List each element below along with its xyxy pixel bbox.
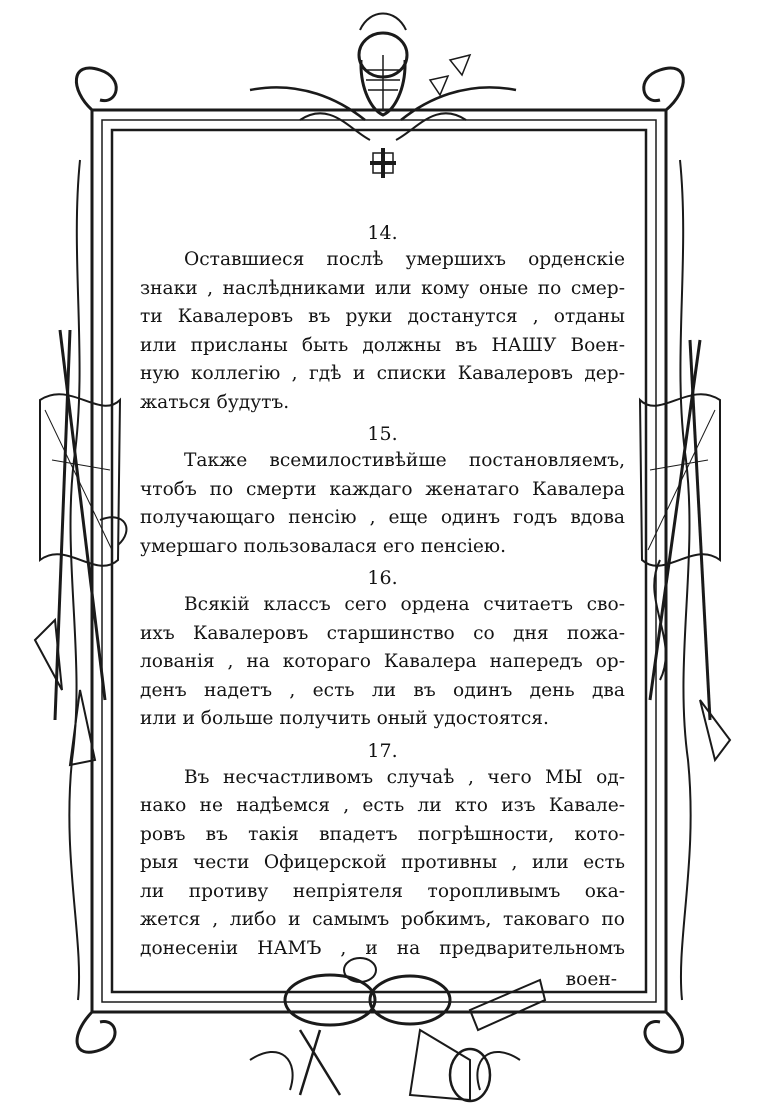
- text-line: Также всемилостивѣйше постановляемъ,: [184, 450, 625, 471]
- article-number: 14.: [367, 222, 398, 244]
- text-line: жется , либо и самымъ робкимъ, таковаго по: [140, 909, 625, 930]
- article-number: 15.: [367, 423, 398, 445]
- text-line: денъ надетъ , есть ли въ одинъ день два: [140, 679, 625, 701]
- article-body: [140, 591, 625, 734]
- article-number: 17.: [367, 739, 398, 762]
- text-line: ную коллегiю , гдѣ и списки Кавалеровъ дер-: [140, 363, 625, 384]
- article-17: [140, 738, 625, 964]
- text-line: ти Кавалеровъ въ руки достанутся , отданы: [140, 306, 625, 327]
- text-line: умершаго пользовалася его пенсiею.: [140, 535, 506, 557]
- text-line: ровъ въ такiя впадетъ погрѣшности, кото-: [140, 823, 625, 845]
- text-line: или присланы быть должны въ НАШУ Воен-: [140, 334, 625, 356]
- article-body: [140, 764, 625, 964]
- article-14: [140, 220, 625, 417]
- article-body: [140, 246, 625, 417]
- text-line: Въ несчастливомъ случаѣ , чего МЫ од-: [184, 766, 625, 788]
- text-line: получающаго пенсiю , еще одинъ годъ вдова: [140, 507, 625, 528]
- article-16: [140, 565, 625, 734]
- article-15: [140, 421, 625, 561]
- text-line: рыя чести Офицерской противны , или есть: [140, 852, 625, 873]
- text-line: донесенiи НАМЪ , и на предварительномъ: [140, 937, 625, 959]
- text-line: лованiя , на котораго Кавалера напередъ ор-: [140, 651, 625, 672]
- text-line: чтобъ по смерти каждаго женатаго Кавалера: [140, 478, 625, 500]
- text-line: знаки , наслѣдниками или кому оные по смер-: [140, 277, 625, 299]
- article-number: 16.: [367, 567, 398, 589]
- text-line: жаться будутъ.: [140, 391, 290, 413]
- article-body: [140, 447, 625, 561]
- text-line: или и больше получить оный удостоятся.: [140, 708, 549, 729]
- text-line: ихъ Кавалеровъ старшинство со дня пожа-: [140, 622, 625, 644]
- catchword: воен-: [565, 969, 617, 990]
- text-block: [140, 220, 625, 993]
- text-line: ли противу непрiятеля торопливымъ ока-: [140, 880, 625, 902]
- text-line: нако не надѣемся , есть ли кто изъ Кавале-: [140, 795, 625, 816]
- text-line: Всякiй классъ сего ордена считаетъ сво-: [184, 594, 625, 615]
- text-line: Оставшиеся послѣ умершихъ орденскiе: [184, 249, 625, 270]
